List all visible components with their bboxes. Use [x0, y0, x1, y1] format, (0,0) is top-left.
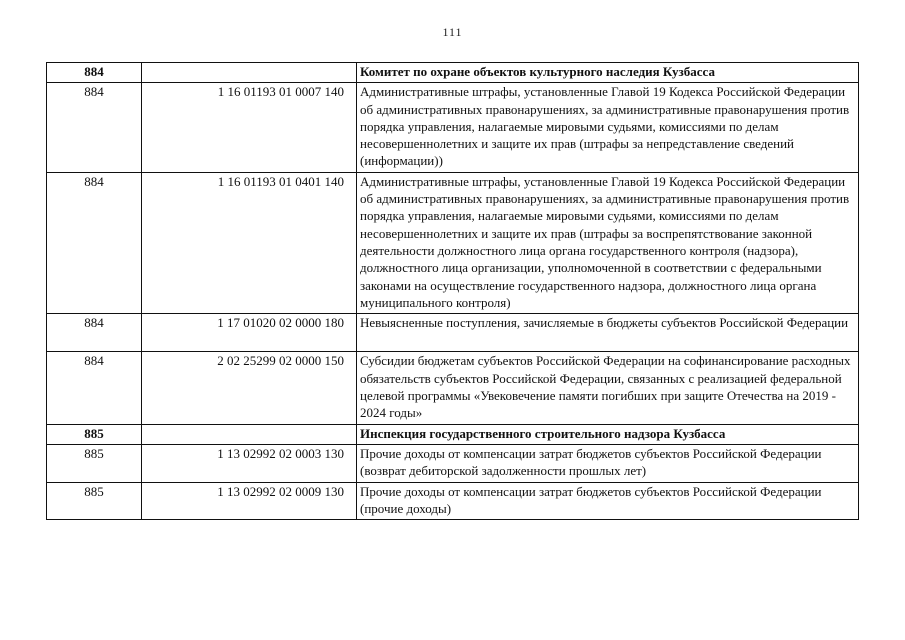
table-row: [47, 314, 859, 352]
admin-code-cell: 884: [47, 83, 142, 172]
budget-code-cell: 2 02 25299 02 0000 150: [142, 352, 357, 424]
table-row: [47, 482, 859, 520]
admin-code-cell: 885: [47, 482, 142, 520]
revenue-name-cell: Невыясненные поступления, зачисляемые в бюджеты субъектов Российской Федерации: [357, 314, 859, 352]
revenue-name-cell: Прочие доходы от компенсации затрат бюджетов субъектов Российской Федерации (прочие доходы): [357, 482, 859, 520]
admin-code-cell: 885: [47, 444, 142, 482]
budget-code-cell: 1 16 01193 01 0401 140: [142, 172, 357, 313]
budget-code-cell: 1 13 02992 02 0003 130: [142, 444, 357, 482]
budget-code-cell: [142, 63, 357, 83]
table-row: [47, 172, 859, 313]
revenue-name-cell: Прочие доходы от компенсации затрат бюджетов субъектов Российской Федерации (возврат дебиторской задолженности прошлых лет): [357, 444, 859, 482]
agency-name-cell: Инспекция государственного строительного надзора Кузбасса: [357, 424, 859, 444]
agency-name-cell: Комитет по охране объектов культурного наследия Кузбасса: [357, 63, 859, 83]
admin-code-cell: 885: [47, 424, 142, 444]
table-row: [47, 83, 859, 172]
revenue-codes-table: [46, 62, 859, 520]
budget-code-cell: 1 13 02992 02 0009 130: [142, 482, 357, 520]
revenue-name-cell: Административные штрафы, установленные Главой 19 Кодекса Российской Федерации об административных правонарушениях, за административные правонарушения против порядка управления, налагаемые мировыми судьями, комиссиями по делам несовершеннолетних и защите их прав (штрафы за непредставление сведений (информации)): [357, 83, 859, 172]
budget-code-cell: 1 17 01020 02 0000 180: [142, 314, 357, 352]
revenue-name-cell: Субсидии бюджетам субъектов Российской Федерации на софинансирование расходных обязательств субъектов Российской Федерации, связанных с реализацией федеральной целевой программы «Увековечение памяти погибших при защите Отечества на 2019 - 2024 годы»: [357, 352, 859, 424]
admin-code-cell: 884: [47, 352, 142, 424]
admin-code-cell: 884: [47, 63, 142, 83]
revenue-name-cell: Административные штрафы, установленные Главой 19 Кодекса Российской Федерации об административных правонарушениях, за административные правонарушения против порядка управления, налагаемые мировыми судьями, комиссиями по делам несовершеннолетних и защите их прав (штрафы за воспрепятствование законной деятельности должностного лица органа государственного контроля (надзора), должностного лица организации, уполномоченной в соответствии с федеральными законами на осуществление государственного надзора, должностного лица органа муниципального контроля): [357, 172, 859, 313]
table-row: [47, 352, 859, 424]
table-row-agency-header: [47, 63, 859, 83]
table-row: [47, 444, 859, 482]
budget-code-cell: [142, 424, 357, 444]
page-number: 111: [442, 25, 463, 39]
budget-code-cell: 1 16 01193 01 0007 140: [142, 83, 357, 172]
admin-code-cell: 884: [47, 314, 142, 352]
admin-code-cell: 884: [47, 172, 142, 313]
table-row-agency-header: [47, 424, 859, 444]
